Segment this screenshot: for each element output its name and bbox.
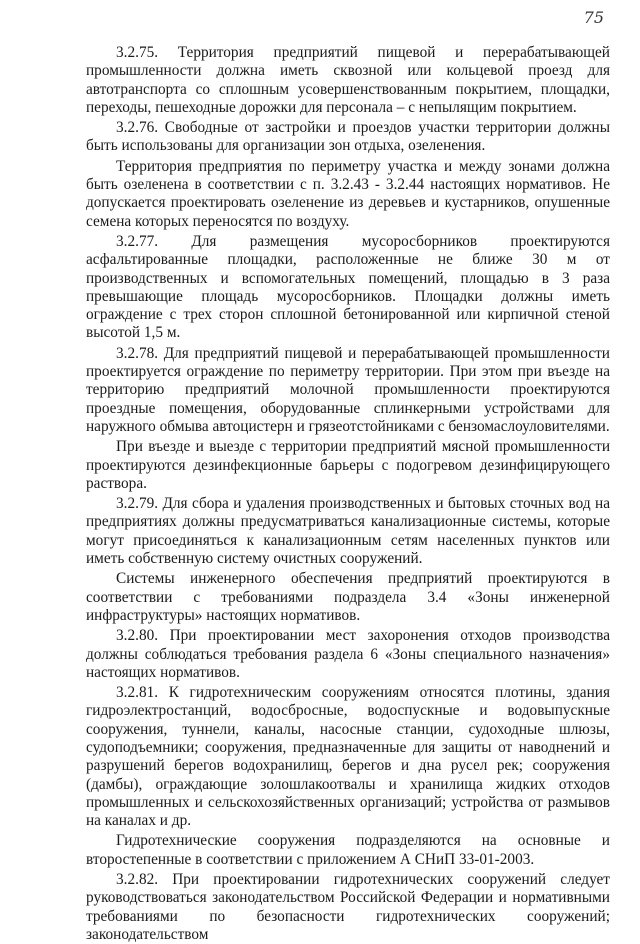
paragraph-engineering-systems: Системы инженерного обеспечения предприятий проектируются в соответствии с требованиями подраздела 3.4 «Зоны инженерной инфраструктуры» настоящих нормативов. xyxy=(86,570,610,624)
paragraph-3-2-81: 3.2.81. К гидротехническим сооружениям относятся плотины, здания гидроэлектростанций, водосбросные, водоспускные и водовыпускные сооружения, туннели, каналы, насосные станции, судоходные шлюзы, судоподъемники; сооружения, предназначенные для защиты от наводнений и разрушений берегов водохранилищ, берегов и дна русел рек; сооружения (дамбы), ограждающие золошлакоотвалы и хранилища жидких отходов промышленных и сельскохозяйственных организаций; устройства от размывов на каналах и др. xyxy=(86,684,610,830)
page-number: 75 xyxy=(583,8,604,27)
paragraph-3-2-77: 3.2.77. Для размещения мусоросборников проектируются асфальтированные площадки, расположенные не ближе 30 м от производственных и вспомогательных помещений, площадью в 3 раза превышающие площадь мусоросборников. Площадки должны иметь ограждение с трех сторон сплошной бетонированной или кирпичной стеной высотой 1,5 м. xyxy=(86,232,610,342)
paragraph-hydro-classification: Гидротехнические сооружения подразделяются на основные и второстепенные в соответствии с приложением А СНиП 33-01-2003. xyxy=(86,832,610,868)
paragraph-3-2-75: 3.2.75. Территория предприятий пищевой и перерабатывающей промышленности должна иметь сквозной или кольцевой проезд для автотранспорта со сплошным усовершенствованным покрытием, площадки, переходы, пешеходные дорожки для персонала – с непылящим покрытием. xyxy=(86,44,610,116)
paragraph-greening: Территория предприятия по периметру участка и между зонами должна быть озеленена в соответствии с п. 3.2.43 - 3.2.44 настоящих нормативов. Не допускается проектировать озеленение из деревьев и кустарников, опушенные семена которых переносятся по воздуху. xyxy=(86,157,610,230)
paragraph-3-2-82: 3.2.82. При проектировании гидротехнических сооружений следует руководствоваться законодательством Российской Федерации и нормативными требованиями по безопасности гидротехнических сооружений; законодательством xyxy=(86,871,610,943)
paragraph-disinfection: При въезде и выезде с территории предприятий мясной промышленности проектируются дезинфекционные барьеры с подогревом дезинфицирующего раствора. xyxy=(86,438,610,492)
document-body xyxy=(86,44,610,944)
paragraph-3-2-80: 3.2.80. При проектировании мест захоронения отходов производства должны соблюдаться требования раздела 6 «Зоны специального назначения» настоящих нормативов. xyxy=(86,627,610,681)
paragraph-3-2-76: 3.2.76. Свободные от застройки и проездов участки территории должны быть использованы для организации зон отдыха, озеленения. xyxy=(86,119,610,155)
paragraph-3-2-78: 3.2.78. Для предприятий пищевой и перерабатывающей промышленности проектируется ограждение по периметру территории. При этом при въезде на территорию предприятий молочной промышленности проектируются проездные помещения, оборудованные сплинкерными устройствами для наружного обмыва автоцистерн и грязеотстойниками с бензомаслоуловителями. xyxy=(86,344,610,435)
paragraph-3-2-79: 3.2.79. Для сбора и удаления производственных и бытовых сточных вод на предприятиях должны предусматриваться канализационные системы, которые могут присоединяться к канализационным сетям населенных пунктов или иметь собственную систему очистных сооружений. xyxy=(86,495,610,568)
